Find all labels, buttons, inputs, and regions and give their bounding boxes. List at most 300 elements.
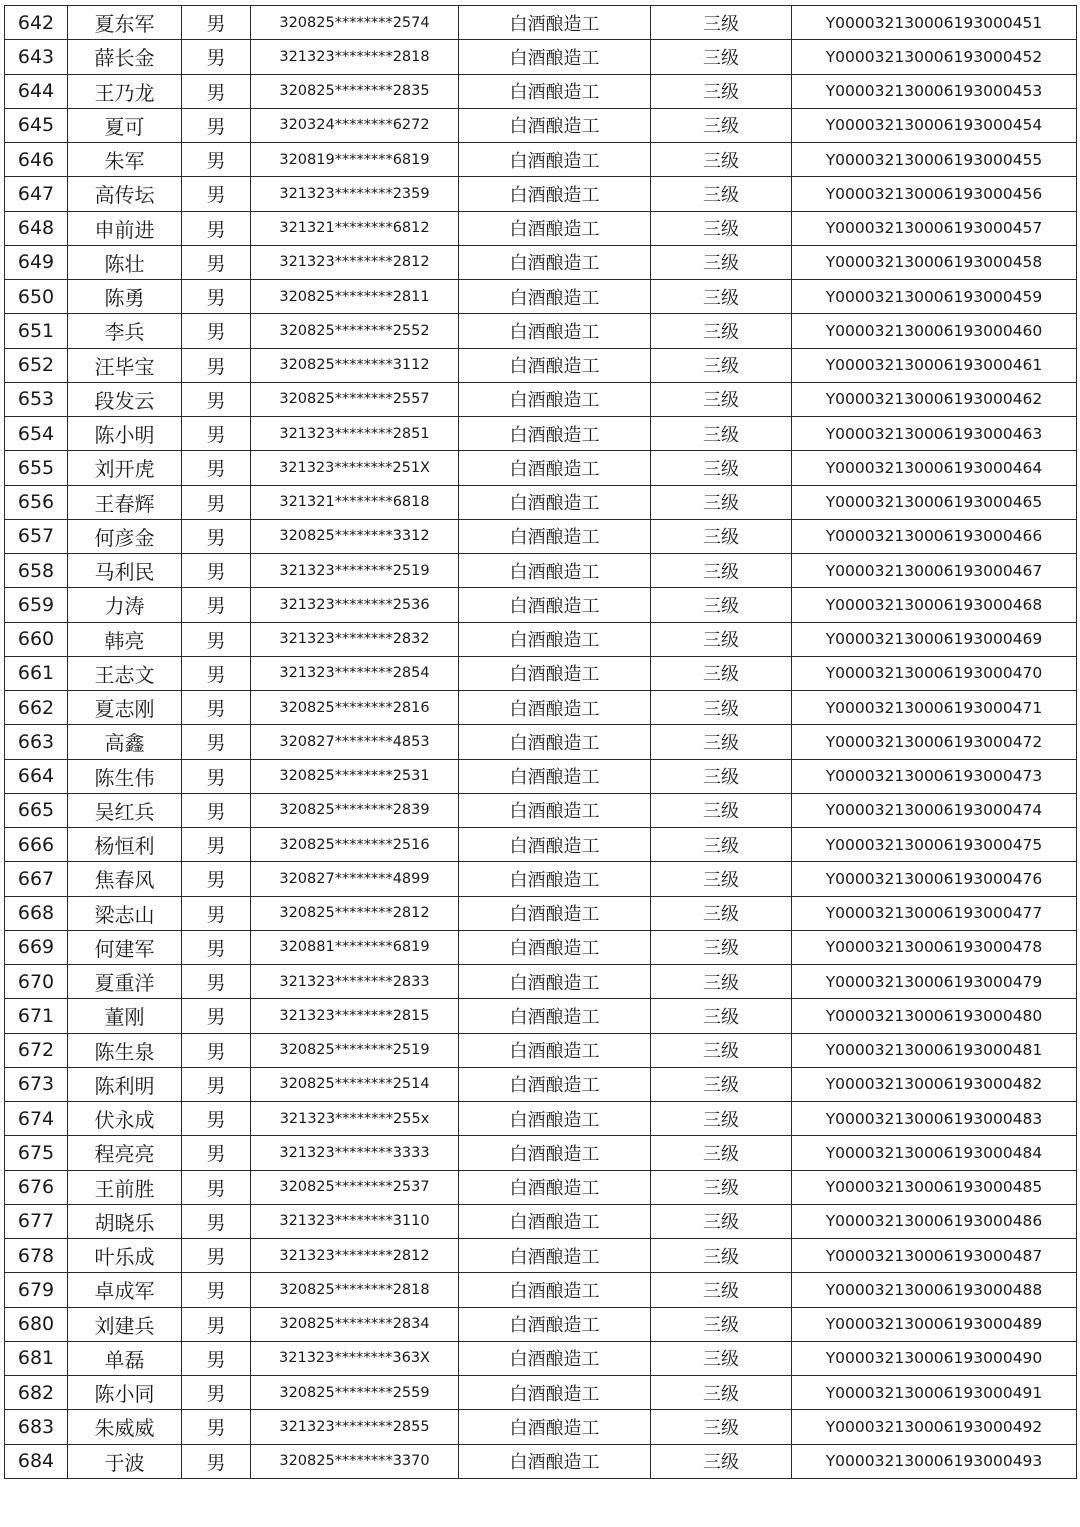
level-cell: 三级 (651, 451, 792, 485)
id-number-cell: 320825********3312 (251, 519, 459, 553)
occupation-cell: 白酒酿造工 (459, 691, 651, 725)
row-number-cell: 644 (5, 74, 68, 108)
level-cell: 三级 (651, 348, 792, 382)
certificate-number-cell: Y000032130006193000478 (792, 930, 1077, 964)
occupation-cell: 白酒酿造工 (459, 965, 651, 999)
roster-body (5, 6, 1077, 1479)
row-number-cell: 651 (5, 314, 68, 348)
table-row (5, 793, 1077, 827)
certificate-number-cell: Y000032130006193000493 (792, 1444, 1077, 1478)
gender-cell: 男 (182, 1341, 251, 1375)
occupation-cell: 白酒酿造工 (459, 622, 651, 656)
gender-cell: 男 (182, 828, 251, 862)
row-number-cell: 661 (5, 656, 68, 690)
certificate-number-cell: Y000032130006193000473 (792, 759, 1077, 793)
gender-cell: 男 (182, 896, 251, 930)
occupation-cell: 白酒酿造工 (459, 554, 651, 588)
gender-cell: 男 (182, 588, 251, 622)
id-number-cell: 320825********2818 (251, 1273, 459, 1307)
id-number-cell: 320825********2574 (251, 6, 459, 40)
occupation-cell: 白酒酿造工 (459, 211, 651, 245)
occupation-cell: 白酒酿造工 (459, 417, 651, 451)
gender-cell: 男 (182, 451, 251, 485)
table-row (5, 74, 1077, 108)
row-number-cell: 683 (5, 1410, 68, 1444)
name-cell: 王志文 (68, 656, 182, 690)
row-number-cell: 658 (5, 554, 68, 588)
id-number-cell: 321323********2812 (251, 245, 459, 279)
id-number-cell: 320825********2531 (251, 759, 459, 793)
gender-cell: 男 (182, 1170, 251, 1204)
occupation-cell: 白酒酿造工 (459, 1444, 651, 1478)
certificate-number-cell: Y000032130006193000485 (792, 1170, 1077, 1204)
certificate-number-cell: Y000032130006193000484 (792, 1136, 1077, 1170)
certificate-number-cell: Y000032130006193000492 (792, 1410, 1077, 1444)
occupation-cell: 白酒酿造工 (459, 725, 651, 759)
name-cell: 夏可 (68, 108, 182, 142)
name-cell: 胡晓乐 (68, 1204, 182, 1238)
row-number-cell: 643 (5, 40, 68, 74)
name-cell: 叶乐成 (68, 1239, 182, 1273)
id-number-cell: 321323********255x (251, 1102, 459, 1136)
gender-cell: 男 (182, 554, 251, 588)
id-number-cell: 320324********6272 (251, 108, 459, 142)
occupation-cell: 白酒酿造工 (459, 793, 651, 827)
id-number-cell: 321323********2536 (251, 588, 459, 622)
occupation-cell: 白酒酿造工 (459, 1273, 651, 1307)
level-cell: 三级 (651, 828, 792, 862)
row-number-cell: 645 (5, 108, 68, 142)
name-cell: 卓成军 (68, 1273, 182, 1307)
gender-cell: 男 (182, 622, 251, 656)
table-row (5, 314, 1077, 348)
gender-cell: 男 (182, 965, 251, 999)
occupation-cell: 白酒酿造工 (459, 485, 651, 519)
id-number-cell: 321323********2519 (251, 554, 459, 588)
table-row (5, 725, 1077, 759)
occupation-cell: 白酒酿造工 (459, 108, 651, 142)
level-cell: 三级 (651, 793, 792, 827)
row-number-cell: 682 (5, 1376, 68, 1410)
id-number-cell: 320819********6819 (251, 143, 459, 177)
certificate-number-cell: Y000032130006193000476 (792, 862, 1077, 896)
level-cell: 三级 (651, 74, 792, 108)
id-number-cell: 320825********2557 (251, 382, 459, 416)
table-row (5, 1410, 1077, 1444)
name-cell: 董刚 (68, 999, 182, 1033)
gender-cell: 男 (182, 1204, 251, 1238)
certificate-number-cell: Y000032130006193000464 (792, 451, 1077, 485)
occupation-cell: 白酒酿造工 (459, 1102, 651, 1136)
name-cell: 陈壮 (68, 245, 182, 279)
certificate-number-cell: Y000032130006193000454 (792, 108, 1077, 142)
level-cell: 三级 (651, 245, 792, 279)
gender-cell: 男 (182, 759, 251, 793)
certificate-number-cell: Y000032130006193000462 (792, 382, 1077, 416)
table-row (5, 1376, 1077, 1410)
level-cell: 三级 (651, 930, 792, 964)
table-row (5, 451, 1077, 485)
name-cell: 杨恒利 (68, 828, 182, 862)
name-cell: 吴红兵 (68, 793, 182, 827)
table-row (5, 177, 1077, 211)
gender-cell: 男 (182, 793, 251, 827)
row-number-cell: 672 (5, 1033, 68, 1067)
occupation-cell: 白酒酿造工 (459, 1376, 651, 1410)
table-row (5, 1307, 1077, 1341)
level-cell: 三级 (651, 211, 792, 245)
level-cell: 三级 (651, 1239, 792, 1273)
id-number-cell: 320825********2839 (251, 793, 459, 827)
id-number-cell: 320825********3370 (251, 1444, 459, 1478)
gender-cell: 男 (182, 1410, 251, 1444)
name-cell: 陈生伟 (68, 759, 182, 793)
level-cell: 三级 (651, 1170, 792, 1204)
table-row (5, 896, 1077, 930)
occupation-cell: 白酒酿造工 (459, 1341, 651, 1375)
row-number-cell: 675 (5, 1136, 68, 1170)
row-number-cell: 646 (5, 143, 68, 177)
gender-cell: 男 (182, 930, 251, 964)
row-number-cell: 674 (5, 1102, 68, 1136)
occupation-cell: 白酒酿造工 (459, 862, 651, 896)
occupation-cell: 白酒酿造工 (459, 759, 651, 793)
id-number-cell: 320825********2811 (251, 280, 459, 314)
id-number-cell: 320825********2816 (251, 691, 459, 725)
certificate-roster-table (4, 5, 1077, 1479)
table-row (5, 759, 1077, 793)
certificate-number-cell: Y000032130006193000463 (792, 417, 1077, 451)
id-number-cell: 321323********2812 (251, 1239, 459, 1273)
certificate-number-cell: Y000032130006193000469 (792, 622, 1077, 656)
certificate-number-cell: Y000032130006193000455 (792, 143, 1077, 177)
id-number-cell: 321323********2854 (251, 656, 459, 690)
table-row (5, 622, 1077, 656)
gender-cell: 男 (182, 1136, 251, 1170)
certificate-number-cell: Y000032130006193000468 (792, 588, 1077, 622)
occupation-cell: 白酒酿造工 (459, 1204, 651, 1238)
occupation-cell: 白酒酿造工 (459, 999, 651, 1033)
row-number-cell: 684 (5, 1444, 68, 1478)
id-number-cell: 320825********2519 (251, 1033, 459, 1067)
occupation-cell: 白酒酿造工 (459, 74, 651, 108)
occupation-cell: 白酒酿造工 (459, 1033, 651, 1067)
row-number-cell: 657 (5, 519, 68, 553)
certificate-number-cell: Y000032130006193000479 (792, 965, 1077, 999)
occupation-cell: 白酒酿造工 (459, 1067, 651, 1101)
gender-cell: 男 (182, 314, 251, 348)
name-cell: 力涛 (68, 588, 182, 622)
row-number-cell: 676 (5, 1170, 68, 1204)
level-cell: 三级 (651, 1204, 792, 1238)
name-cell: 夏重洋 (68, 965, 182, 999)
id-number-cell: 320825********2516 (251, 828, 459, 862)
table-row (5, 656, 1077, 690)
id-number-cell: 321321********6812 (251, 211, 459, 245)
certificate-number-cell: Y000032130006193000470 (792, 656, 1077, 690)
name-cell: 陈利明 (68, 1067, 182, 1101)
certificate-number-cell: Y000032130006193000456 (792, 177, 1077, 211)
row-number-cell: 671 (5, 999, 68, 1033)
certificate-number-cell: Y000032130006193000490 (792, 1341, 1077, 1375)
certificate-number-cell: Y000032130006193000452 (792, 40, 1077, 74)
gender-cell: 男 (182, 519, 251, 553)
gender-cell: 男 (182, 862, 251, 896)
name-cell: 刘开虎 (68, 451, 182, 485)
gender-cell: 男 (182, 417, 251, 451)
table-row (5, 1239, 1077, 1273)
table-row (5, 862, 1077, 896)
table-row (5, 280, 1077, 314)
level-cell: 三级 (651, 588, 792, 622)
level-cell: 三级 (651, 6, 792, 40)
row-number-cell: 680 (5, 1307, 68, 1341)
certificate-number-cell: Y000032130006193000477 (792, 896, 1077, 930)
occupation-cell: 白酒酿造工 (459, 177, 651, 211)
table-row (5, 588, 1077, 622)
row-number-cell: 678 (5, 1239, 68, 1273)
certificate-number-cell: Y000032130006193000451 (792, 6, 1077, 40)
level-cell: 三级 (651, 622, 792, 656)
id-number-cell: 321323********2815 (251, 999, 459, 1033)
gender-cell: 男 (182, 40, 251, 74)
table-row (5, 245, 1077, 279)
gender-cell: 男 (182, 6, 251, 40)
occupation-cell: 白酒酿造工 (459, 1170, 651, 1204)
level-cell: 三级 (651, 1067, 792, 1101)
gender-cell: 男 (182, 211, 251, 245)
id-number-cell: 320825********2537 (251, 1170, 459, 1204)
level-cell: 三级 (651, 280, 792, 314)
table-row (5, 1444, 1077, 1478)
certificate-number-cell: Y000032130006193000486 (792, 1204, 1077, 1238)
gender-cell: 男 (182, 1444, 251, 1478)
occupation-cell: 白酒酿造工 (459, 348, 651, 382)
row-number-cell: 656 (5, 485, 68, 519)
name-cell: 陈小同 (68, 1376, 182, 1410)
table-row (5, 382, 1077, 416)
gender-cell: 男 (182, 1307, 251, 1341)
table-row (5, 828, 1077, 862)
level-cell: 三级 (651, 177, 792, 211)
occupation-cell: 白酒酿造工 (459, 896, 651, 930)
row-number-cell: 642 (5, 6, 68, 40)
occupation-cell: 白酒酿造工 (459, 40, 651, 74)
table-row (5, 965, 1077, 999)
occupation-cell: 白酒酿造工 (459, 656, 651, 690)
occupation-cell: 白酒酿造工 (459, 588, 651, 622)
table-row (5, 999, 1077, 1033)
certificate-number-cell: Y000032130006193000480 (792, 999, 1077, 1033)
id-number-cell: 320825********2835 (251, 74, 459, 108)
name-cell: 陈勇 (68, 280, 182, 314)
occupation-cell: 白酒酿造工 (459, 143, 651, 177)
id-number-cell: 321323********2851 (251, 417, 459, 451)
level-cell: 三级 (651, 1444, 792, 1478)
certificate-number-cell: Y000032130006193000487 (792, 1239, 1077, 1273)
name-cell: 焦春风 (68, 862, 182, 896)
certificate-number-cell: Y000032130006193000475 (792, 828, 1077, 862)
table-row (5, 143, 1077, 177)
table-row (5, 1136, 1077, 1170)
id-number-cell: 320825********2812 (251, 896, 459, 930)
level-cell: 三级 (651, 656, 792, 690)
gender-cell: 男 (182, 245, 251, 279)
name-cell: 申前进 (68, 211, 182, 245)
gender-cell: 男 (182, 1239, 251, 1273)
certificate-number-cell: Y000032130006193000488 (792, 1273, 1077, 1307)
row-number-cell: 673 (5, 1067, 68, 1101)
name-cell: 朱军 (68, 143, 182, 177)
row-number-cell: 653 (5, 382, 68, 416)
certificate-number-cell: Y000032130006193000483 (792, 1102, 1077, 1136)
name-cell: 高鑫 (68, 725, 182, 759)
row-number-cell: 668 (5, 896, 68, 930)
name-cell: 梁志山 (68, 896, 182, 930)
gender-cell: 男 (182, 108, 251, 142)
gender-cell: 男 (182, 280, 251, 314)
name-cell: 段发云 (68, 382, 182, 416)
row-number-cell: 665 (5, 793, 68, 827)
gender-cell: 男 (182, 691, 251, 725)
table-row (5, 1067, 1077, 1101)
table-row (5, 519, 1077, 553)
name-cell: 李兵 (68, 314, 182, 348)
row-number-cell: 649 (5, 245, 68, 279)
row-number-cell: 648 (5, 211, 68, 245)
row-number-cell: 655 (5, 451, 68, 485)
occupation-cell: 白酒酿造工 (459, 1410, 651, 1444)
name-cell: 程亮亮 (68, 1136, 182, 1170)
row-number-cell: 652 (5, 348, 68, 382)
name-cell: 刘建兵 (68, 1307, 182, 1341)
name-cell: 夏志刚 (68, 691, 182, 725)
row-number-cell: 663 (5, 725, 68, 759)
level-cell: 三级 (651, 1376, 792, 1410)
certificate-number-cell: Y000032130006193000465 (792, 485, 1077, 519)
id-number-cell: 321323********2818 (251, 40, 459, 74)
gender-cell: 男 (182, 1067, 251, 1101)
level-cell: 三级 (651, 1410, 792, 1444)
table-row (5, 930, 1077, 964)
name-cell: 王前胜 (68, 1170, 182, 1204)
certificate-number-cell: Y000032130006193000459 (792, 280, 1077, 314)
level-cell: 三级 (651, 999, 792, 1033)
table-row (5, 691, 1077, 725)
name-cell: 韩亮 (68, 622, 182, 656)
row-number-cell: 659 (5, 588, 68, 622)
table-row (5, 1341, 1077, 1375)
name-cell: 陈小明 (68, 417, 182, 451)
certificate-number-cell: Y000032130006193000489 (792, 1307, 1077, 1341)
row-number-cell: 669 (5, 930, 68, 964)
gender-cell: 男 (182, 1273, 251, 1307)
level-cell: 三级 (651, 862, 792, 896)
certificate-number-cell: Y000032130006193000474 (792, 793, 1077, 827)
level-cell: 三级 (651, 382, 792, 416)
occupation-cell: 白酒酿造工 (459, 519, 651, 553)
gender-cell: 男 (182, 1102, 251, 1136)
id-number-cell: 321323********2832 (251, 622, 459, 656)
table-row (5, 211, 1077, 245)
name-cell: 于波 (68, 1444, 182, 1478)
id-number-cell: 321323********2855 (251, 1410, 459, 1444)
id-number-cell: 320827********4899 (251, 862, 459, 896)
table-row (5, 108, 1077, 142)
certificate-number-cell: Y000032130006193000467 (792, 554, 1077, 588)
gender-cell: 男 (182, 348, 251, 382)
id-number-cell: 321323********3333 (251, 1136, 459, 1170)
row-number-cell: 670 (5, 965, 68, 999)
level-cell: 三级 (651, 143, 792, 177)
level-cell: 三级 (651, 691, 792, 725)
certificate-number-cell: Y000032130006193000453 (792, 74, 1077, 108)
level-cell: 三级 (651, 1033, 792, 1067)
level-cell: 三级 (651, 1136, 792, 1170)
occupation-cell: 白酒酿造工 (459, 828, 651, 862)
row-number-cell: 667 (5, 862, 68, 896)
gender-cell: 男 (182, 485, 251, 519)
certificate-number-cell: Y000032130006193000491 (792, 1376, 1077, 1410)
table-row (5, 417, 1077, 451)
gender-cell: 男 (182, 382, 251, 416)
row-number-cell: 677 (5, 1204, 68, 1238)
certificate-number-cell: Y000032130006193000481 (792, 1033, 1077, 1067)
certificate-number-cell: Y000032130006193000482 (792, 1067, 1077, 1101)
gender-cell: 男 (182, 143, 251, 177)
level-cell: 三级 (651, 1307, 792, 1341)
level-cell: 三级 (651, 1102, 792, 1136)
level-cell: 三级 (651, 725, 792, 759)
table-row (5, 554, 1077, 588)
occupation-cell: 白酒酿造工 (459, 245, 651, 279)
row-number-cell: 679 (5, 1273, 68, 1307)
name-cell: 单磊 (68, 1341, 182, 1375)
row-number-cell: 650 (5, 280, 68, 314)
level-cell: 三级 (651, 519, 792, 553)
id-number-cell: 320825********2559 (251, 1376, 459, 1410)
row-number-cell: 664 (5, 759, 68, 793)
table-row (5, 40, 1077, 74)
level-cell: 三级 (651, 40, 792, 74)
table-row (5, 1170, 1077, 1204)
id-number-cell: 321323********2833 (251, 965, 459, 999)
level-cell: 三级 (651, 485, 792, 519)
id-number-cell: 320881********6819 (251, 930, 459, 964)
table-row (5, 1204, 1077, 1238)
gender-cell: 男 (182, 74, 251, 108)
level-cell: 三级 (651, 314, 792, 348)
table-row (5, 348, 1077, 382)
row-number-cell: 647 (5, 177, 68, 211)
id-number-cell: 321321********6818 (251, 485, 459, 519)
name-cell: 陈生泉 (68, 1033, 182, 1067)
id-number-cell: 321323********2359 (251, 177, 459, 211)
id-number-cell: 320825********2552 (251, 314, 459, 348)
name-cell: 朱威威 (68, 1410, 182, 1444)
certificate-number-cell: Y000032130006193000460 (792, 314, 1077, 348)
level-cell: 三级 (651, 108, 792, 142)
level-cell: 三级 (651, 896, 792, 930)
row-number-cell: 654 (5, 417, 68, 451)
level-cell: 三级 (651, 554, 792, 588)
name-cell: 伏永成 (68, 1102, 182, 1136)
name-cell: 何建军 (68, 930, 182, 964)
certificate-number-cell: Y000032130006193000472 (792, 725, 1077, 759)
occupation-cell: 白酒酿造工 (459, 451, 651, 485)
table-row (5, 1033, 1077, 1067)
name-cell: 王春辉 (68, 485, 182, 519)
